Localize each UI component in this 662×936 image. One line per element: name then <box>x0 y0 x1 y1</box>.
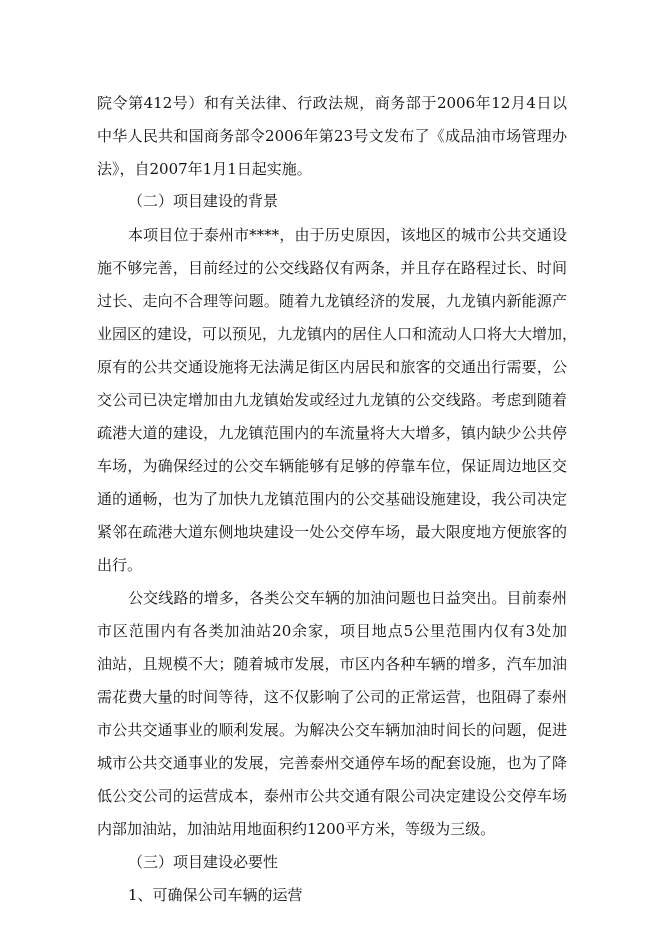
paragraph-line: 城市公共交通事业的发展，完善泰州交通停车场的配套设施，也为了降 <box>97 754 567 772</box>
paragraph-line: 出行。 <box>97 556 143 574</box>
paragraph-line: 公交线路的增多，各类公交车辆的加油问题也日益突出。目前泰州 <box>128 589 567 607</box>
paragraph-line: 本项目位于泰州市****，由于历史原因，该地区的城市公共交通设 <box>128 226 567 244</box>
paragraph-line: 交公司已决定增加由九龙镇始发或经过九龙镇的公交线路。考虑到随着 <box>97 391 567 409</box>
paragraph-line: 业园区的建设，可以预见，九龙镇内的居住人口和流动人口将大大增加， <box>97 325 578 343</box>
paragraph-line: 市区范围内有各类加油站20余家，项目地点5公里范围内仅有3处加 <box>97 622 567 640</box>
section-heading: （二）项目建设的背景 <box>128 192 279 210</box>
paragraph-line: 院令第412号）和有关法律、行政法规，商务部于2006年12月4日以 <box>97 94 567 112</box>
paragraph-line: 原有的公共交通设施将无法满足街区内居民和旅客的交通出行需要，公 <box>97 358 567 376</box>
paragraph-line: 内部加油站，加油站用地面积约1200平方米，等级为三级。 <box>97 820 496 838</box>
paragraph-line: 市公共交通事业的顺利发展。为解决公交车辆加油时间长的问题，促进 <box>97 721 567 739</box>
paragraph-line: 油站，且规模不大；随着城市发展，市区内各种车辆的增多，汽车加油 <box>97 655 567 673</box>
paragraph-line: 需花费大量的时间等待，这不仅影响了公司的正常运营，也阻碍了泰州 <box>97 688 567 706</box>
paragraph-line: 疏港大道的建设，九龙镇范围内的车流量将大大增多，镇内缺少公共停 <box>97 424 567 442</box>
section-heading: （三）项目建设必要性 <box>128 853 279 871</box>
paragraph-line: 施不够完善，目前经过的公交线路仅有两条，并且存在路程过长、时间 <box>97 259 567 277</box>
paragraph-line: 中华人民共和国商务部令2006年第23号文发布了《成品油市场管理办 <box>97 127 567 145</box>
paragraph-line: 低公交公司的运营成本，泰州市公共交通有限公司决定建设公交停车场 <box>97 787 567 805</box>
paragraph-line: 车场，为确保经过的公交车辆能够有足够的停靠车位，保证周边地区交 <box>97 457 567 475</box>
paragraph-line: 过长、走向不合理等问题。随着九龙镇经济的发展，九龙镇内新能源产 <box>97 292 567 310</box>
subsection-heading: 1、可确保公司车辆的运营 <box>128 886 303 904</box>
paragraph-line: 法》，自2007年1月1日起实施。 <box>97 160 312 178</box>
paragraph-line: 通的通畅，也为了加快九龙镇范围内的公交基础设施建设，我公司决定 <box>97 490 567 508</box>
paragraph-line: 紧邻在疏港大道东侧地块建设一处公交停车场，最大限度地方便旅客的 <box>97 523 567 541</box>
